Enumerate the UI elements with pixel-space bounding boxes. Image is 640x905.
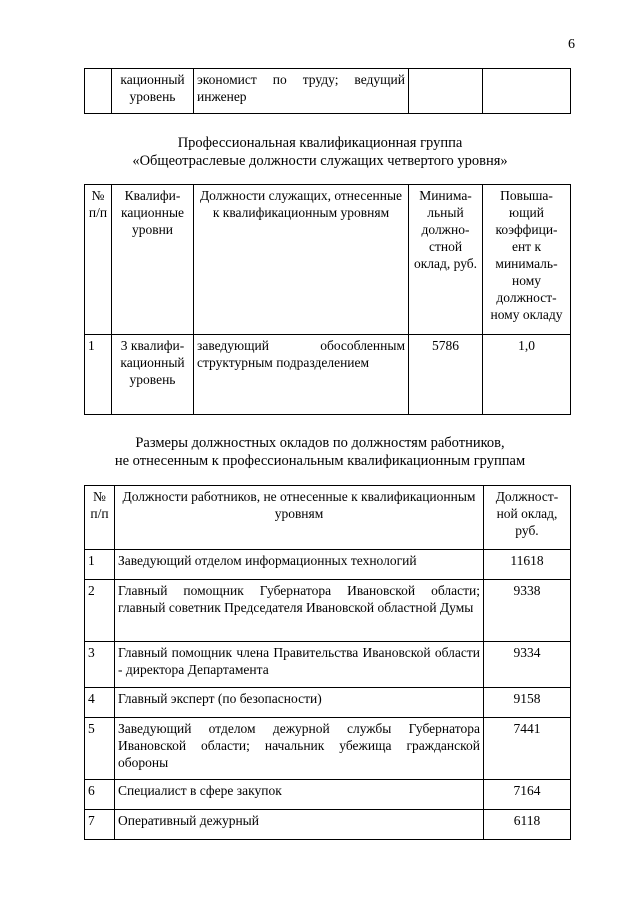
num-cell: 1 — [85, 550, 115, 580]
position-cell: Заведующий отделом информационных технологий — [115, 550, 484, 580]
salary-cell: 9158 — [484, 688, 571, 718]
table-header-row — [85, 486, 571, 550]
table-row — [85, 718, 571, 780]
group4-heading-line-1: Профессиональная квалификационная группа — [177, 135, 463, 151]
group4-heading — [60, 134, 580, 170]
position-cell: Специалист в сфере закупок — [115, 780, 484, 810]
position-cell: Главный эксперт (по безопасности) — [115, 688, 484, 718]
continuation-table — [84, 68, 571, 114]
header-num: № п/п — [85, 185, 112, 335]
table-row — [85, 550, 571, 580]
table-row — [85, 580, 571, 642]
header-position: Должности работников, не отнесенные к квалификационным уровням — [115, 486, 484, 550]
position-cell: Оперативный дежурный — [115, 810, 484, 840]
header-salary: Должност-ной оклад, руб. — [484, 486, 571, 550]
salary-cell: 11618 — [484, 550, 571, 580]
table-row — [85, 780, 571, 810]
num-cell: 1 — [85, 335, 112, 415]
num-cell: 5 — [85, 718, 115, 780]
position-cell: Главный помощник Губернатора Ивановской области; главный советник Председателя Ивановской областной Думы — [115, 580, 484, 642]
num-cell: 6 — [85, 780, 115, 810]
other-heading — [60, 434, 580, 470]
level-cell: кационный уровень — [112, 69, 194, 114]
header-coef: Повыша-ющий коэффици-ент к минималь-ному должност-ному окладу — [483, 185, 571, 335]
positions-line-2: структурным подразделением — [197, 355, 370, 370]
num-cell: 7 — [85, 810, 115, 840]
table-row — [85, 642, 571, 688]
salary-cell: 5786 — [409, 335, 483, 415]
salary-cell: 7441 — [484, 718, 571, 780]
group4-table — [84, 184, 571, 415]
num-cell: 3 — [85, 642, 115, 688]
num-cell: 4 — [85, 688, 115, 718]
position-cell: Заведующий отделом дежурной службы Губернатора Ивановской области; начальник убежища гражданской обороны — [115, 718, 484, 780]
other-heading-line-1: Размеры должностных окладов по должностям работников, — [135, 435, 505, 451]
page-number: 6 — [568, 37, 575, 52]
positions-line-2: инженер — [197, 89, 247, 104]
header-num: № п/п — [85, 486, 115, 550]
salary-cell — [409, 69, 483, 114]
other-positions-table — [84, 485, 571, 840]
header-level: Квалифи-кационные уровни — [112, 185, 194, 335]
num-cell: 2 — [85, 580, 115, 642]
table-header-row — [85, 185, 571, 335]
salary-cell: 7164 — [484, 780, 571, 810]
positions-cell — [194, 69, 409, 114]
table-row — [85, 688, 571, 718]
group4-heading-line-2: «Общеотраслевые должности служащих четвертого уровня» — [132, 153, 508, 169]
num-cell — [85, 69, 112, 114]
salary-cell: 9338 — [484, 580, 571, 642]
table-row — [85, 335, 571, 415]
other-heading-line-2: не отнесенным к профессиональным квалификационным группам — [114, 453, 526, 469]
position-cell: Главный помощник члена Правительства Ивановской области - директора Департамента — [115, 642, 484, 688]
salary-cell: 9334 — [484, 642, 571, 688]
table-row — [85, 69, 571, 114]
header-positions: Должности служащих, отнесенные к квалификационным уровням — [194, 185, 409, 335]
positions-line-1: заведующий обособленным — [197, 338, 405, 353]
coef-cell: 1,0 — [483, 335, 571, 415]
coef-cell — [483, 69, 571, 114]
table-row — [85, 810, 571, 840]
level-cell: 3 квалифи-кационный уровень — [112, 335, 194, 415]
header-salary: Минима-льный должно-стной оклад, руб. — [409, 185, 483, 335]
positions-cell — [194, 335, 409, 415]
positions-line-1: экономист по труду; ведущий — [197, 72, 405, 87]
salary-cell: 6118 — [484, 810, 571, 840]
